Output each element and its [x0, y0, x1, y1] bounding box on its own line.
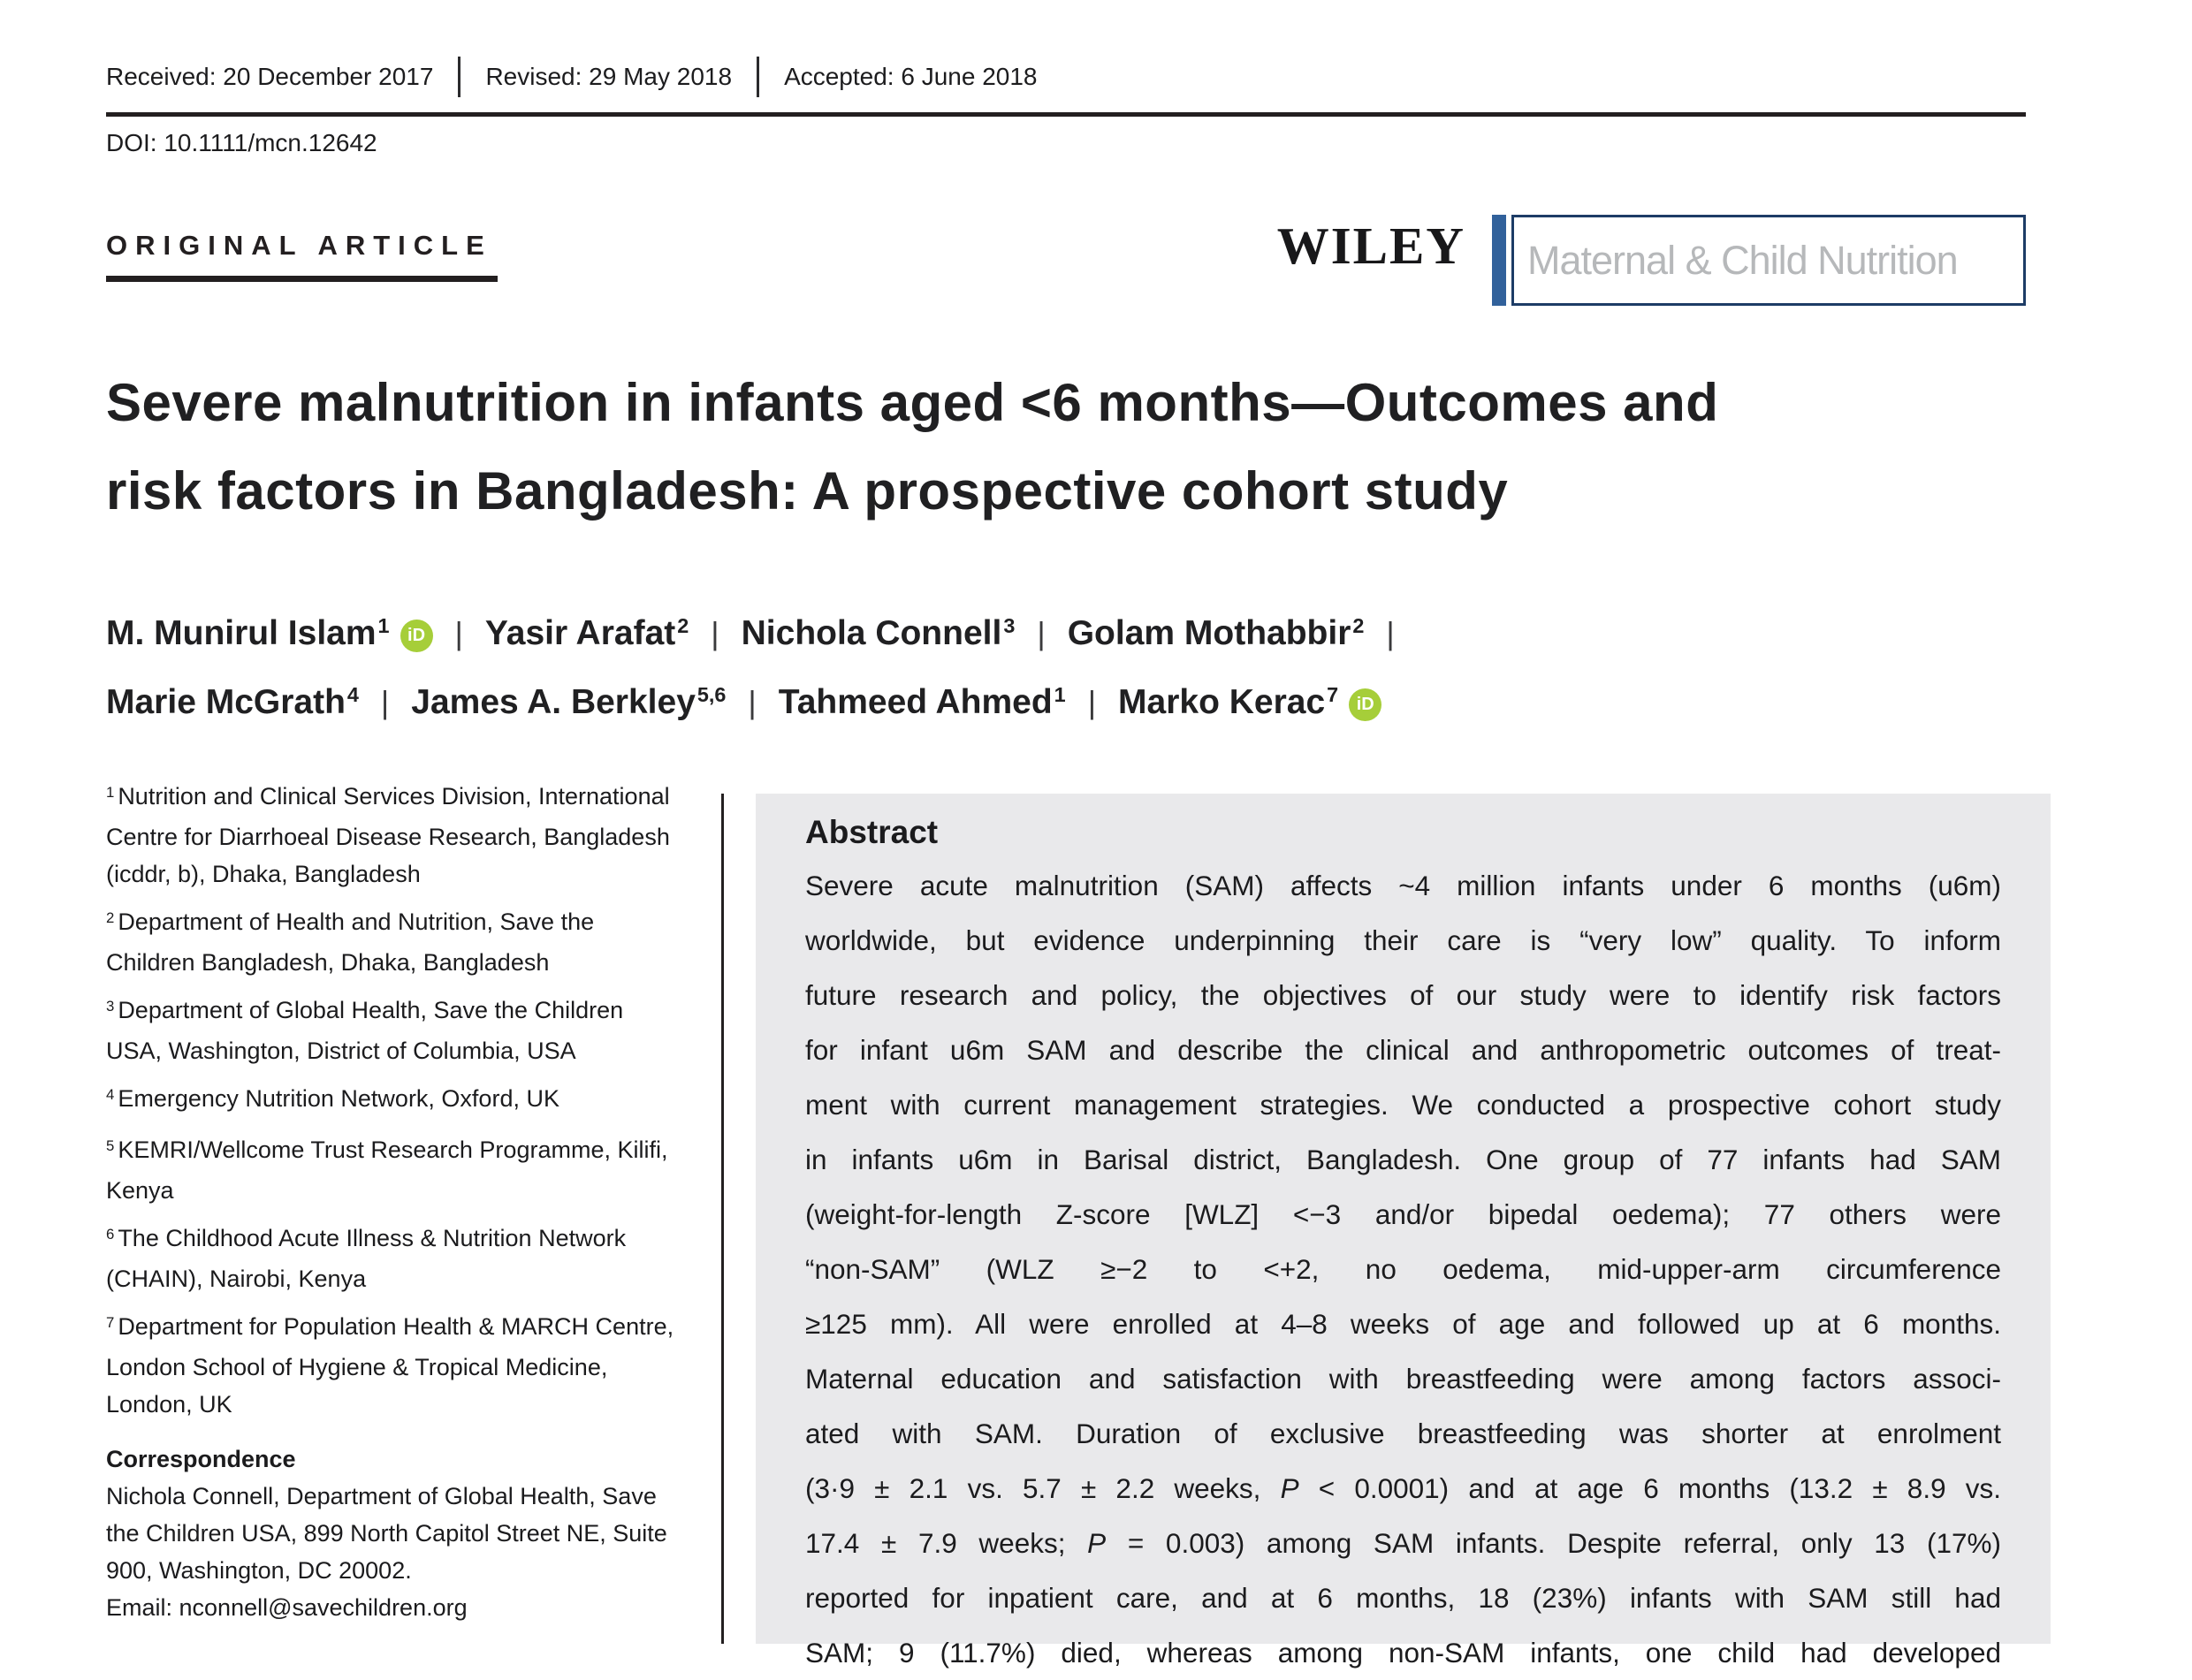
- affiliation-item: $^1$ Nutrition and Clinical Services Division, International Centre for Diarrhoeal Disease Research, Bangladesh (icddr, b), Dhaka, Bangladesh: [106, 783, 670, 887]
- author-separator: |: [1386, 615, 1395, 651]
- abstract-line: for infant u6m SAM and describe the clinical and anthropometric outcomes of treat-: [805, 1034, 2001, 1066]
- author-lines: [106, 599, 2086, 737]
- abstract-line: Maternal education and satisfaction with breastfeeding were among factors associ-: [805, 1363, 2001, 1395]
- journal-name: Maternal & Child Nutrition: [1527, 237, 1958, 283]
- column-divider: [721, 794, 724, 1644]
- journal-banner: [1492, 215, 2026, 306]
- abstract-line-clipped: SAM; 9 (11.7%) died, whereas among non-SAM infants, one child had developed: [805, 1637, 2001, 1669]
- author-name: Tahmeed Ahmed$^1$: [778, 683, 1066, 721]
- affiliation-item: $^5$ KEMRI/Wellcome Trust Research Programme, Kilifi, Kenya: [106, 1136, 668, 1204]
- journal-name-box: [1511, 215, 2026, 306]
- sidebar: [106, 778, 679, 1626]
- abstract-line: “non-SAM” (WLZ ≥−2 to <+2, no oedema, mid-upper-arm circumference: [805, 1253, 2001, 1285]
- doi: DOI: 10.1111/mcn.12642: [106, 129, 377, 156]
- abstract-line: ment with current management strategies. We conducted a prospective cohort study: [805, 1089, 2001, 1121]
- affiliation-number: 7: [106, 1314, 115, 1332]
- author-name: Golam Mothabbir$^2$: [1067, 614, 1365, 652]
- abstract-heading: Abstract: [805, 814, 939, 850]
- author-separator: |: [1037, 615, 1046, 651]
- accepted-date: Accepted: 6 June 2018: [784, 63, 1038, 90]
- author-name: M. Munirul Islam$^1$ iD: [106, 614, 433, 652]
- author-separator: |: [711, 615, 719, 651]
- correspondence-heading: Correspondence: [106, 1446, 296, 1472]
- abstract-line: 17.4 ± 7.9 weeks; P = 0.003) among SAM infants. Despite referral, only 13 (17%): [805, 1527, 2002, 1559]
- affiliation-item: $^4$ Emergency Nutrition Network, Oxford, UK: [106, 1085, 559, 1112]
- author-separator: |: [1087, 684, 1097, 720]
- author-affiliation-superscript: 7: [1327, 683, 1339, 707]
- affiliation-number: 3: [106, 998, 115, 1015]
- article-title-line1: Severe malnutrition in infants aged <6 months—Outcomes and: [106, 373, 1719, 432]
- author-name: Marko Kerac$^7$ iD: [1118, 683, 1381, 721]
- author-affiliation-superscript: 3: [1003, 614, 1016, 638]
- affiliation-number: 2: [106, 909, 115, 927]
- orcid-icon[interactable]: iD: [400, 620, 433, 652]
- affiliation-item: $^3$ Department of Global Health, Save the Children USA, Washington, District of Columbia, USA: [106, 997, 624, 1064]
- article-title-line2: risk factors in Bangladesh: A prospective cohort study: [106, 461, 1509, 521]
- affiliation-item: $^7$ Department for Population Health & MARCH Centre, London School of Hygiene & Tropical Medicine, London, UK: [106, 1313, 674, 1418]
- correspondence-text: Nichola Connell, Department of Global Health, Save the Children USA, 899 North Capitol Street NE, Suite 900, Washington, DC 20002.: [106, 1483, 667, 1584]
- article-title: [106, 359, 2059, 536]
- abstract-line: reported for inpatient care, and at 6 months, 18 (23%) infants with SAM still had: [805, 1582, 2001, 1614]
- author-affiliation-superscript: 2: [677, 614, 689, 638]
- author-affiliation-superscript: 2: [1352, 614, 1365, 638]
- affiliation-number: 6: [106, 1226, 115, 1243]
- affiliation-number: 4: [106, 1086, 115, 1104]
- affiliation-number: 1: [106, 784, 115, 802]
- abstract-line: ≥125 mm). All were enrolled at 4–8 weeks of age and followed up at 6 months.: [805, 1308, 2001, 1340]
- author-affiliation-superscript: 5,6: [696, 683, 727, 707]
- author-line: [106, 599, 2086, 668]
- author-affiliation-superscript: 1: [377, 614, 390, 638]
- author-line: [106, 668, 2086, 737]
- abstract-box: [756, 794, 2051, 1669]
- article-type-label: ORIGINAL ARTICLE: [106, 230, 498, 282]
- abstract-line: (weight-for-length Z-score [WLZ] <−3 and/or bipedal oedema); 77 others were: [805, 1198, 2001, 1230]
- author-affiliation-superscript: 4: [346, 683, 359, 707]
- abstract-line: ated with SAM. Duration of exclusive breastfeeding was shorter at enrolment: [805, 1418, 2001, 1449]
- author-affiliation-superscript: 1: [1054, 683, 1066, 707]
- banner-blue-bar: [1492, 215, 1506, 306]
- abstract-line: future research and policy, the objectives of our study were to identify risk factors: [805, 979, 2001, 1011]
- author-separator: |: [380, 684, 390, 720]
- correspondence-email: Email: nconnell@savechildren.org: [106, 1594, 468, 1621]
- meta-divider: [458, 57, 460, 97]
- affiliation-item: $^6$ The Childhood Acute Illness & Nutrition Network (CHAIN), Nairobi, Kenya: [106, 1225, 627, 1292]
- author-separator: |: [748, 684, 757, 720]
- revised-date: Revised: 29 May 2018: [485, 63, 733, 90]
- author-name: Yasir Arafat$^2$: [484, 614, 689, 652]
- abstract-line: worldwide, but evidence underpinning their care is “very low” quality. To inform: [805, 924, 2001, 956]
- abstract-line: (3·9 ± 2.1 vs. 5.7 ± 2.2 weeks, P < 0.0001) and at age 6 months (13.2 ± 8.9 vs.: [805, 1472, 2002, 1504]
- author-name: Marie McGrath$^4$: [106, 683, 359, 721]
- author-name: James A. Berkley$^{5,6}$: [411, 683, 727, 721]
- orcid-icon[interactable]: iD: [1349, 688, 1381, 721]
- received-revised-accepted-row: [106, 57, 1038, 97]
- abstract-body: [805, 858, 2001, 1680]
- wiley-logo: WILEY: [1276, 217, 1465, 275]
- meta-divider: [757, 57, 759, 97]
- abstract-line: in infants u6m in Barisal district, Bangladesh. One group of 77 infants had SAM: [805, 1144, 2001, 1175]
- affiliation-list: [106, 778, 679, 1423]
- received-date: Received: 20 December 2017: [106, 63, 434, 90]
- abstract-line: Severe acute malnutrition (SAM) affects ~4 million infants under 6 months (u6m): [805, 870, 2001, 901]
- affiliation-item: $^2$ Department of Health and Nutrition, Save the Children Bangladesh, Dhaka, Bangladesh: [106, 908, 595, 976]
- author-separator: |: [454, 615, 463, 651]
- author-name: Nichola Connell$^3$: [741, 614, 1016, 652]
- affiliation-number: 5: [106, 1137, 115, 1155]
- header-rule: [106, 112, 2026, 117]
